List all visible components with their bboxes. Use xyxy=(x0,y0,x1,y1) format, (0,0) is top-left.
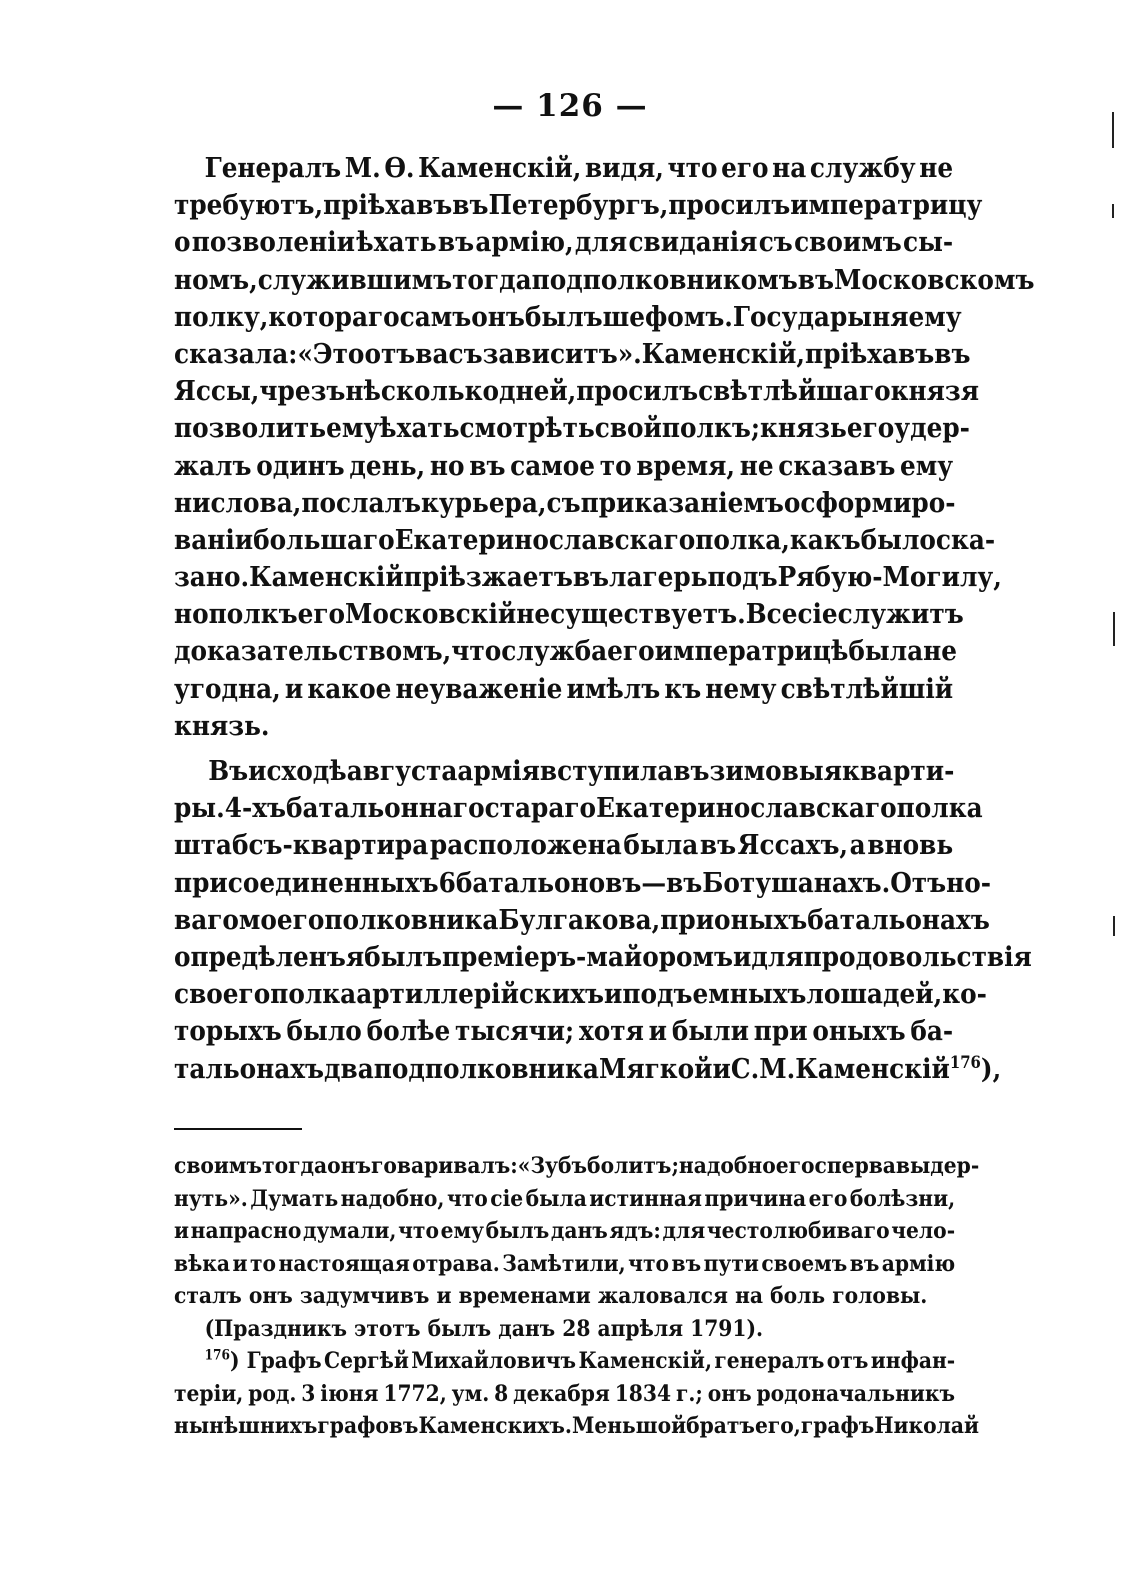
text-line: угодна, и какое неуваженіе имѣлъ къ нему свѣтлѣйшій xyxy=(174,672,954,705)
footnote-ref-tail: ), xyxy=(980,1052,1002,1085)
text-line: $^{176}$) Графъ Сергѣй Михайловичъ Каменскій, генералъ отъ инфан- xyxy=(204,1347,956,1374)
footnote-note-line xyxy=(174,1313,955,1346)
footnote-continued xyxy=(174,1150,980,1313)
text-line: полку, котораго самъ онъ былъ шефомъ. Государыня ему xyxy=(174,300,962,333)
text-line: тальонахъ два подполковника Мягкой и С. М. Каменскій$^{176}$), xyxy=(174,1052,1002,1085)
text-line: ваго моего полковника Булгакова, при оныхъ батальонахъ xyxy=(174,903,990,936)
footnote-marker: 176 xyxy=(204,1347,230,1364)
text-line: и напрасно думали, что ему былъ данъ ядъ: для честолюбиваго чело- xyxy=(174,1218,956,1244)
text-line: князь. xyxy=(174,709,270,742)
scan-edge-mark xyxy=(1112,204,1114,218)
scan-edge-mark xyxy=(1112,112,1114,148)
text-line: номъ, служившимъ тогда подполковникомъ въ Московскомъ xyxy=(174,263,1035,296)
text-line: но полкъ его Московскій не существуетъ. Все сіе служитъ xyxy=(174,598,964,631)
text-line: своимъ тогда онъ говаривалъ: «Зубъ болитъ; надобно его сперва выдер- xyxy=(174,1153,980,1179)
text-line: штабсъ-квартира расположена была въ Яссахъ, а вновь xyxy=(174,829,954,862)
text-line: сказала: «Это отъ васъ зависитъ». Каменскій, пріѣхавъ въ xyxy=(174,337,971,370)
text-line: ни слова, послалъ курьера, съ приказаніемъ о сформиро- xyxy=(174,486,956,519)
scan-edge-mark xyxy=(1113,612,1115,646)
text-line: зано. Каменскій пріѣзжаетъ въ лагерь подъ Рябую-Могилу, xyxy=(174,561,1002,594)
text-line: позволить ему ѣхать смотрѣть свой полкъ; князь его удер- xyxy=(174,412,970,445)
text-line: требуютъ, пріѣхавъ въ Петербургъ, просилъ императрицу xyxy=(174,189,983,222)
text-line: теріи, род. 3 іюня 1772, ум. 8 декабря 1834 г.; онъ родоначальникъ xyxy=(174,1380,956,1407)
text-line: сталъ онъ задумчивъ и временами жаловался на боль головы. xyxy=(174,1283,928,1309)
text-line: ваніи большаго Екатеринославскаго полка, какъ было ска- xyxy=(174,523,996,556)
paragraph-2 xyxy=(174,753,1032,1088)
text-line: нынѣшнихъ графовъ Каменскихъ. Меньшой братъ его, графъ Николай xyxy=(174,1413,980,1439)
scan-edge-mark xyxy=(1113,916,1115,936)
footnote-divider xyxy=(174,1128,302,1130)
paragraph-1 xyxy=(174,150,1035,745)
text-line: Генералъ М. Ѳ. Каменскій, видя, что его на службу не xyxy=(204,152,954,184)
text-line: торыхъ было болѣе тысячи; хотя и были при оныхъ ба- xyxy=(174,1015,954,1048)
main-text xyxy=(174,150,1035,1088)
text-line: о позволеніи ѣхать въ армію, для свиданія съ своимъ сы- xyxy=(174,226,954,259)
text-line: Въ исходѣ августа армія вступила въ зимовыя кварти- xyxy=(208,755,955,787)
text-line: жалъ одинъ день, но въ самое то время, не сказавъ ему xyxy=(174,449,954,482)
text-line: Яссы, чрезъ нѣсколько дней, просилъ свѣтлѣйшаго князя xyxy=(174,375,979,408)
footnotes xyxy=(174,1150,980,1443)
text-line: присоединенныхъ 6 батальоновъ—въ Ботушанахъ. Отъ но- xyxy=(174,866,992,899)
footnote-ref: 176 xyxy=(949,1052,981,1072)
footnote-176 xyxy=(174,1345,980,1443)
text-line: вѣка и то настоящая отрава. Замѣтили, что въ пути своемъ въ армію xyxy=(174,1250,956,1277)
footnote-note-text: (Праздникъ этотъ былъ данъ 28 апрѣля 1791). xyxy=(204,1315,764,1342)
text-line: нуть». Думать надобно, что сіе была истинная причина его болѣзни, xyxy=(174,1185,956,1212)
text-line: опредѣленъ я былъ преміеръ-майоромъ и для продовольствія xyxy=(174,940,1032,973)
text-line: своего полка артиллерійскихъ и подъемныхъ лошадей, ко- xyxy=(174,978,987,1011)
page-number: — 126 — xyxy=(492,88,648,124)
text-line: ры. 4-хъ батальоннаго стараго Екатеринославскаго полка xyxy=(174,792,983,825)
text-line: доказательствомъ, что служба его императрицѣ была не xyxy=(174,635,958,668)
